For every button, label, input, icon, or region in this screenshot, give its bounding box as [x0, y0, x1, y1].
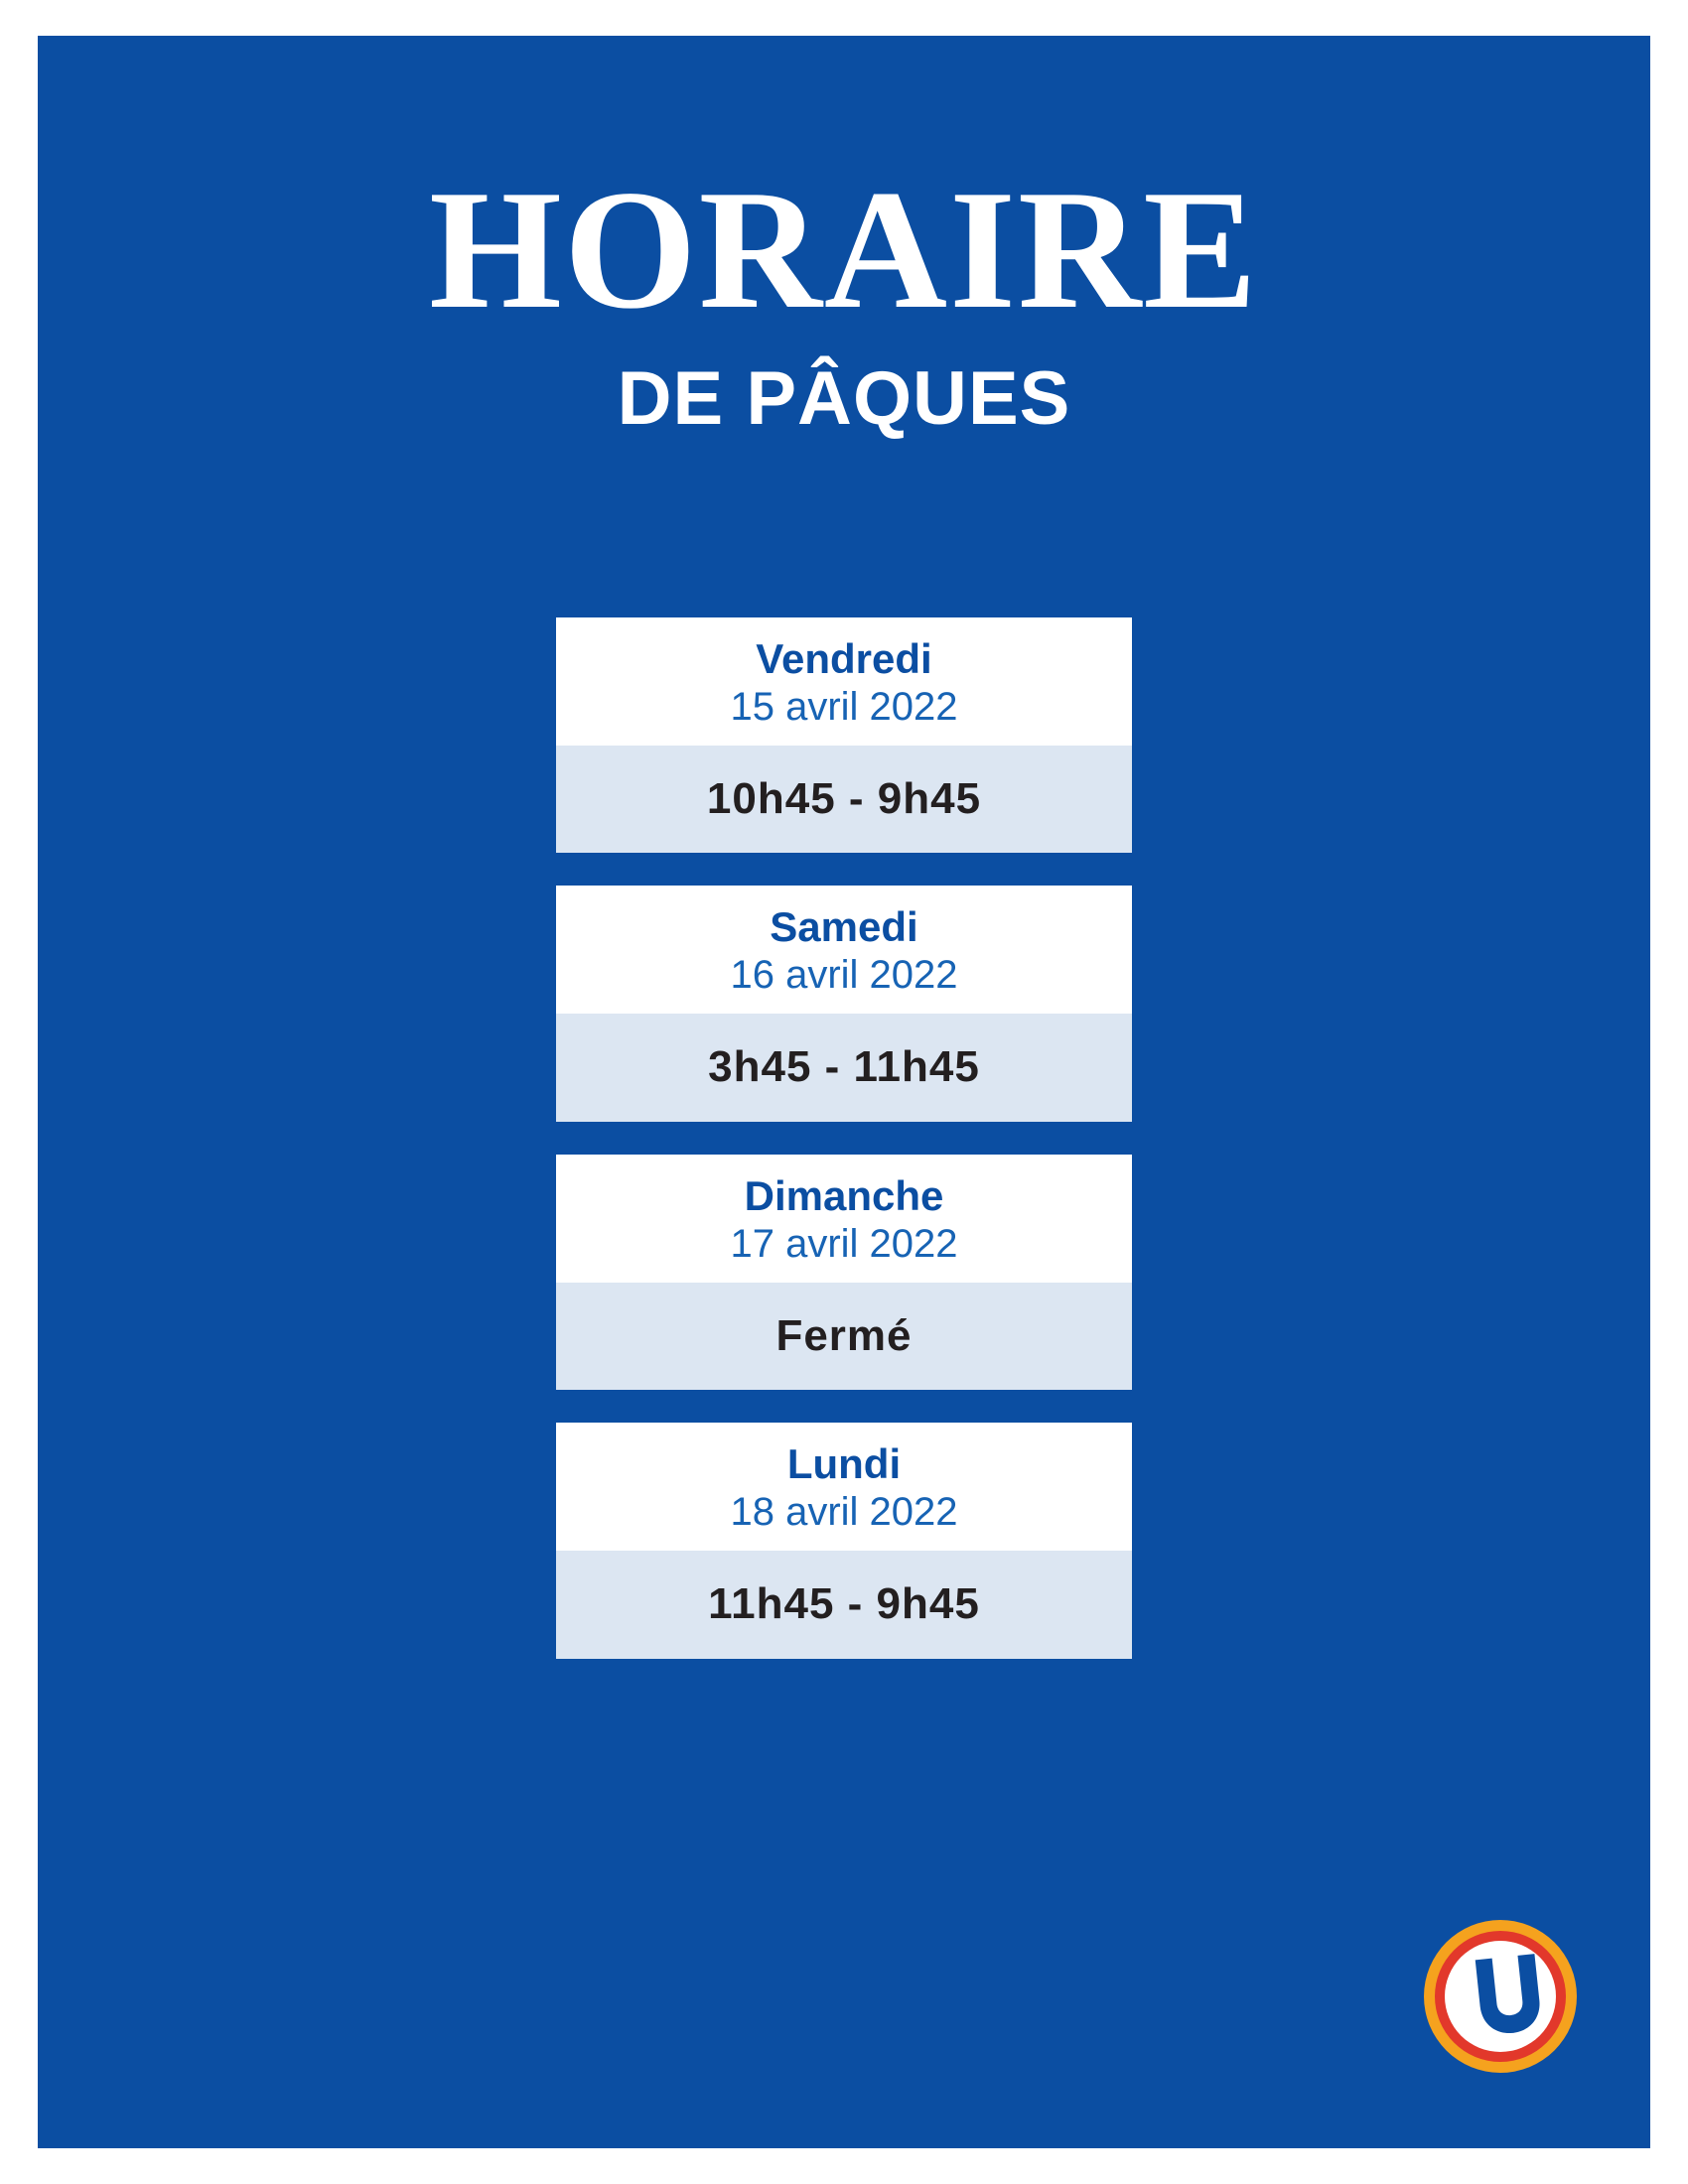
schedule-day-label: Samedi	[770, 903, 918, 951]
poster-canvas	[38, 36, 1650, 2148]
schedule-card	[556, 886, 1132, 1121]
schedule-list	[556, 617, 1132, 1692]
schedule-hours-label: 10h45 - 9h45	[556, 746, 1132, 853]
schedule-card-header	[556, 1155, 1132, 1283]
schedule-hours-label: Fermé	[556, 1283, 1132, 1390]
u-logo	[1422, 1918, 1579, 2075]
schedule-card	[556, 1155, 1132, 1390]
schedule-day-label: Dimanche	[744, 1171, 944, 1219]
poster-title-block	[38, 156, 1650, 441]
schedule-card-header	[556, 886, 1132, 1014]
schedule-date-label: 16 avril 2022	[730, 953, 958, 998]
page-subtitle: DE PÂQUES	[617, 356, 1071, 441]
schedule-card-header	[556, 617, 1132, 746]
schedule-date-label: 15 avril 2022	[730, 685, 958, 730]
page-title: HORAIRE	[429, 156, 1259, 344]
schedule-card	[556, 1423, 1132, 1658]
schedule-hours-label: 3h45 - 11h45	[556, 1014, 1132, 1121]
schedule-card-header	[556, 1423, 1132, 1551]
schedule-day-label: Vendredi	[756, 635, 932, 682]
schedule-hours-label: 11h45 - 9h45	[556, 1551, 1132, 1658]
schedule-day-label: Lundi	[786, 1440, 902, 1488]
schedule-card	[556, 617, 1132, 853]
schedule-date-label: 18 avril 2022	[730, 1490, 958, 1535]
schedule-date-label: 17 avril 2022	[730, 1221, 958, 1266]
